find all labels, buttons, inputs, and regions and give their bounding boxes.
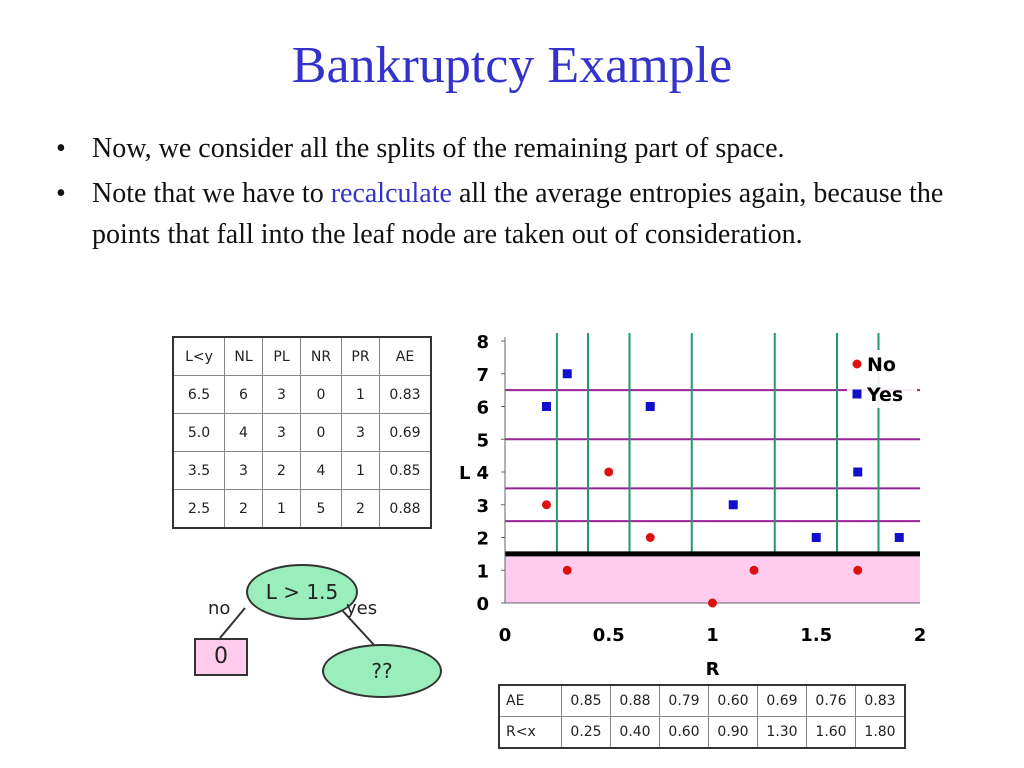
y-tick-label: 3	[476, 495, 489, 517]
table-cell: 0.76	[807, 685, 856, 717]
table-cell: 3	[263, 414, 301, 452]
table-cell: 0.69	[758, 685, 807, 717]
data-point-yes	[729, 500, 738, 509]
table-cell: 0.40	[611, 717, 660, 749]
y-tick-label: 6	[476, 397, 489, 419]
table-cell: 4	[225, 414, 263, 452]
slide-title: Bankruptcy Example	[291, 37, 733, 94]
table-cell: 1.80	[856, 717, 906, 749]
table-cell: 4	[301, 452, 342, 490]
table-cell: 0.79	[660, 685, 709, 717]
table-header-cell: NL	[225, 337, 263, 376]
y-tick-label: 2	[476, 528, 489, 550]
table-cell: 6.5	[173, 376, 225, 414]
scatter-chart	[455, 312, 925, 682]
table-cell: 2	[342, 490, 380, 529]
y-tick-label: 5	[476, 430, 489, 452]
table-cell: 0.60	[660, 717, 709, 749]
table-row	[173, 452, 431, 490]
x-tick-label: 1	[706, 625, 719, 646]
data-point-yes	[646, 402, 655, 411]
table-cell: 5	[301, 490, 342, 529]
table-cell: 0.83	[856, 685, 906, 717]
table-header-row	[173, 337, 431, 376]
table-cell: 0.90	[709, 717, 758, 749]
table-cell: 0.83	[380, 376, 432, 414]
table-row	[173, 490, 431, 529]
tree-edge-label-no: no	[208, 598, 231, 619]
table-cell: AE	[499, 685, 562, 717]
y-tick-label: 4	[476, 463, 489, 484]
x-tick-label: 1.5	[800, 625, 833, 646]
table-cell: 0.88	[380, 490, 432, 529]
data-point-no	[542, 500, 551, 509]
bullet-dot-icon: •	[56, 178, 66, 209]
table-cell: 0.85	[562, 685, 611, 717]
data-point-no	[853, 566, 862, 575]
leaf-region	[505, 554, 920, 603]
table-cell: 3	[263, 376, 301, 414]
split-table-r	[498, 684, 906, 749]
table-header-cell: AE	[380, 337, 432, 376]
table-cell: 3.5	[173, 452, 225, 490]
bullet-highlight-recalculate: recalculate	[330, 178, 452, 209]
decision-tree	[190, 560, 470, 710]
data-point-yes	[895, 533, 904, 542]
x-tick-label: 0.5	[592, 625, 625, 646]
table-cell: 2	[225, 490, 263, 529]
y-tick-label: 8	[476, 332, 489, 353]
table-cell: 0.69	[380, 414, 432, 452]
table-cell: 0.88	[611, 685, 660, 717]
tree-edge-label-yes: yes	[346, 598, 378, 619]
legend-label-yes: Yes	[867, 384, 904, 406]
data-point-no	[604, 468, 613, 477]
table-cell: 0.85	[380, 452, 432, 490]
data-point-no	[708, 599, 717, 608]
bullet-dot-icon: •	[56, 133, 66, 164]
table-row	[173, 376, 431, 414]
data-point-no	[563, 566, 572, 575]
x-tick-label: 2	[913, 625, 927, 646]
table-cell: 2	[263, 452, 301, 490]
table-cell: 1.30	[758, 717, 807, 749]
data-point-yes	[812, 533, 821, 542]
data-point-no	[750, 566, 759, 575]
table-cell: 3	[225, 452, 263, 490]
bullet-text-2-end: all the average entropies again, because the points that fall into the leaf node are taken out of consideration.	[92, 178, 944, 250]
y-tick-label: 0	[476, 594, 489, 615]
table-header-cell: PR	[342, 337, 380, 376]
table-header-cell: NR	[301, 337, 342, 376]
legend-marker-yes	[853, 390, 862, 399]
table-cell: 6	[225, 376, 263, 414]
table-cell: 0	[301, 376, 342, 414]
bullet-text-1: Now, we consider all the splits of the remaining part of space.	[92, 133, 785, 164]
legend-marker-no	[853, 360, 862, 369]
table-header-cell: PL	[263, 337, 301, 376]
bullet-item-2	[52, 173, 982, 255]
tree-leaf-zero: 0	[194, 638, 248, 676]
table-cell: 1	[342, 452, 380, 490]
legend-label-no: No	[867, 354, 896, 376]
data-point-yes	[563, 369, 572, 378]
table-cell: 0.60	[709, 685, 758, 717]
table-row	[499, 717, 905, 749]
table-cell: 2.5	[173, 490, 225, 529]
y-tick-label: 7	[476, 364, 489, 386]
split-table-l	[172, 336, 432, 529]
data-point-yes	[853, 468, 862, 477]
table-header-cell: L<y	[173, 337, 225, 376]
bullet-item-1	[52, 128, 982, 169]
table-cell: 1.60	[807, 717, 856, 749]
data-point-yes	[542, 402, 551, 411]
table-cell: 5.0	[173, 414, 225, 452]
table-cell: 0	[301, 414, 342, 452]
x-axis-label: R	[705, 659, 720, 680]
y-tick-label: 1	[476, 561, 489, 583]
table-cell: 0.25	[562, 717, 611, 749]
table-row	[499, 685, 905, 717]
y-axis-label: L	[459, 463, 471, 484]
tree-leaf-unknown: ??	[322, 644, 442, 698]
x-tick-label: 0	[498, 625, 512, 646]
table-cell: 1	[263, 490, 301, 529]
data-point-no	[646, 533, 655, 542]
bullet-text-2-start: Note that we have to	[92, 178, 331, 209]
table-cell: 3	[342, 414, 380, 452]
table-row	[173, 414, 431, 452]
table-cell: 1	[342, 376, 380, 414]
tree-root-node: L > 1.5	[246, 564, 358, 620]
bullet-list	[52, 128, 982, 259]
table-cell: R<x	[499, 717, 562, 749]
